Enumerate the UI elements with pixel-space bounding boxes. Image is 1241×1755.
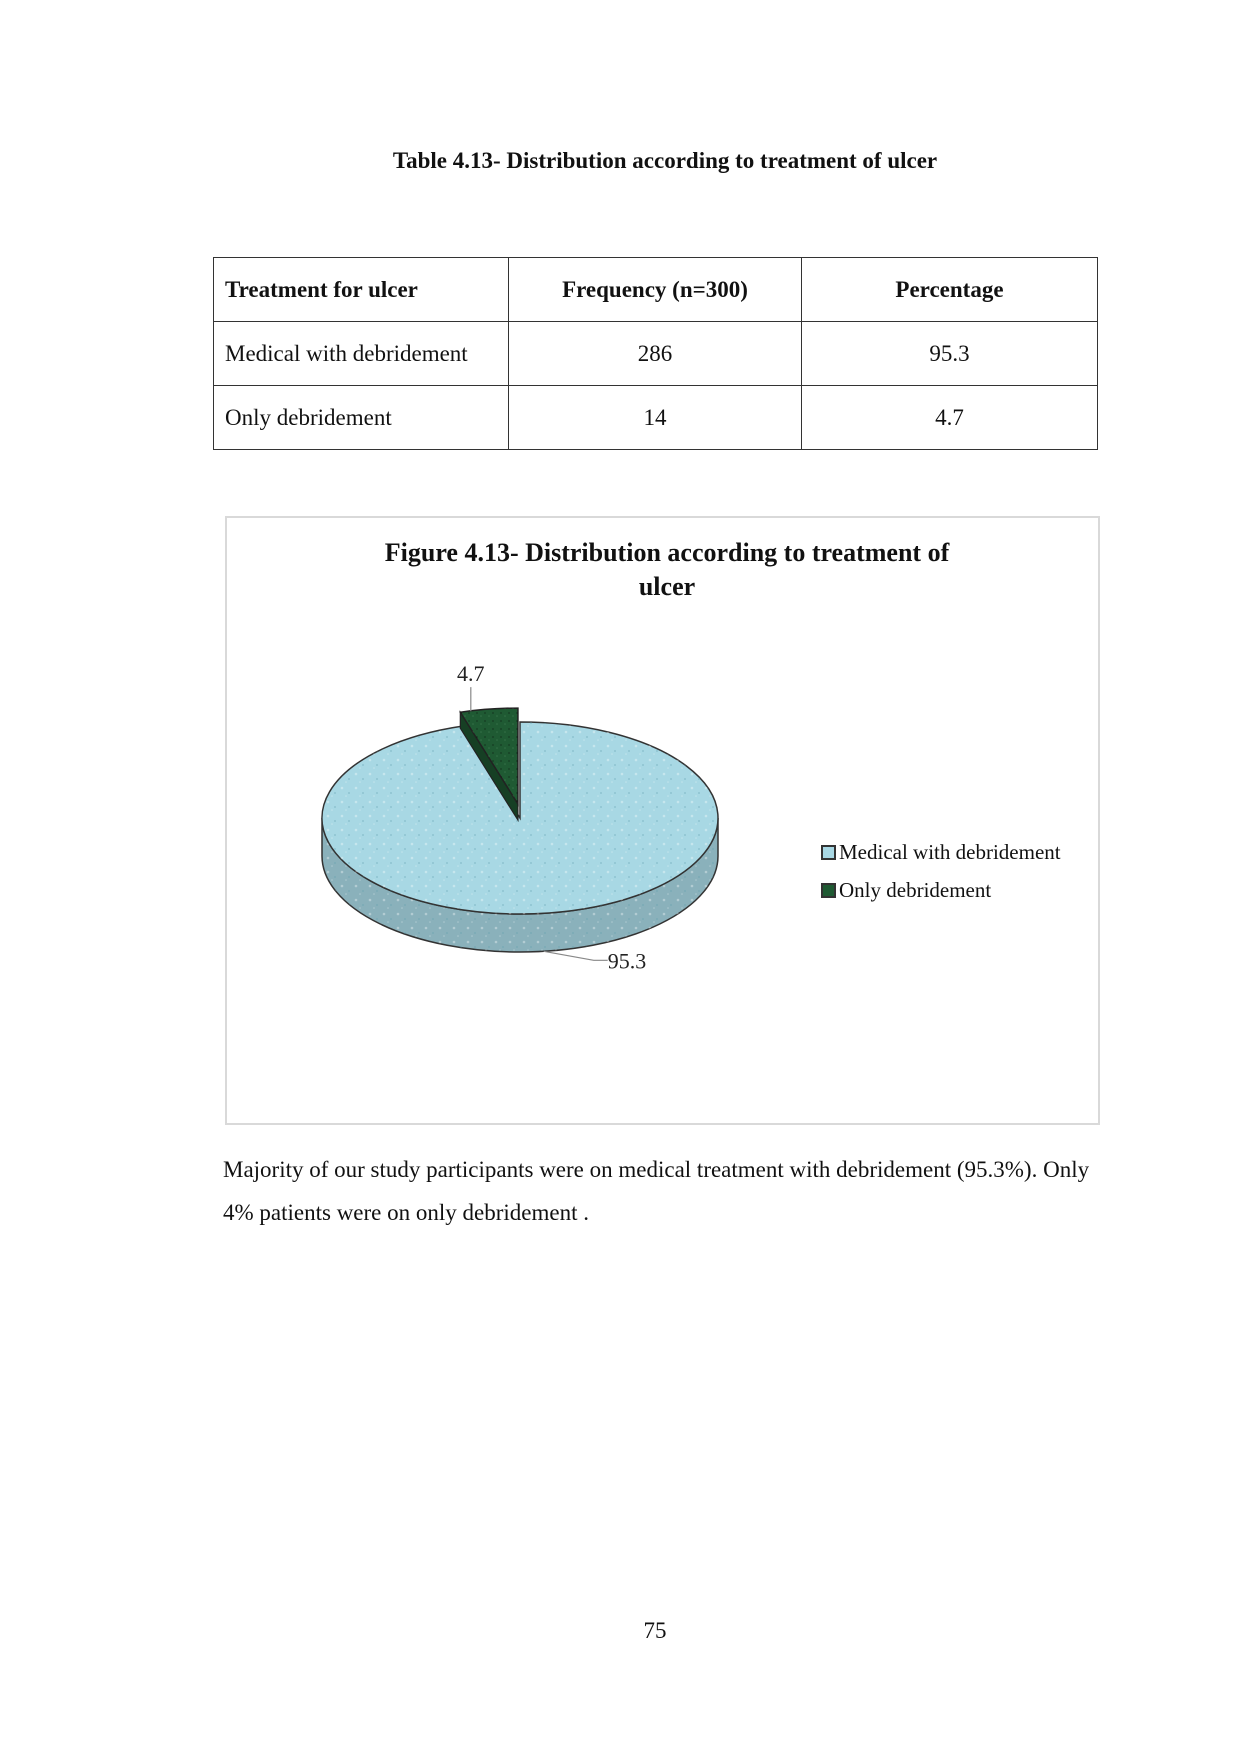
- legend: [821, 833, 1061, 909]
- figure-title-line-2: ulcer: [638, 572, 696, 601]
- data-table: [213, 257, 1098, 450]
- pie-slice-medical-texture: [322, 722, 718, 914]
- cell-percentage: 4.7: [802, 386, 1098, 450]
- legend-swatch-medical: [821, 845, 836, 860]
- legend-item-only-debridement: [821, 871, 1061, 909]
- cell-treatment: Medical with debridement: [214, 322, 509, 386]
- table-row: [214, 386, 1098, 450]
- cell-treatment: Only debridement: [214, 386, 509, 450]
- data-label-only-debridement: 4.7: [457, 661, 485, 687]
- cell-frequency: 286: [509, 322, 802, 386]
- data-label-medical: 95.3: [607, 948, 647, 974]
- figure-title-line-1: Figure 4.13- Distribution according to treatment of: [384, 538, 950, 567]
- table-header-row: [214, 258, 1098, 322]
- page-number: 75: [643, 1618, 667, 1643]
- legend-swatch-only-debridement: [821, 883, 836, 898]
- header-percentage: Percentage: [802, 258, 1098, 322]
- body-paragraph: Majority of our study participants were on medical treatment with debridement (95.3%). Only 4% patients were on only debridement .: [223, 1157, 1090, 1225]
- legend-label-medical: Medical with debridement: [839, 839, 1061, 864]
- legend-item-medical: [821, 833, 1061, 871]
- cell-percentage: 95.3: [802, 322, 1098, 386]
- table-row: [214, 322, 1098, 386]
- figure-box: [225, 516, 1100, 1125]
- legend-label-only-debridement: Only debridement: [839, 877, 992, 902]
- leader-line-medical: [544, 951, 608, 960]
- cell-frequency: 14: [509, 386, 802, 450]
- header-treatment: Treatment for ulcer: [214, 258, 509, 322]
- header-frequency: Frequency (n=300): [509, 258, 802, 322]
- table-caption: Table 4.13- Distribution according to treatment of ulcer: [392, 148, 938, 173]
- pie-chart: [227, 518, 1098, 1123]
